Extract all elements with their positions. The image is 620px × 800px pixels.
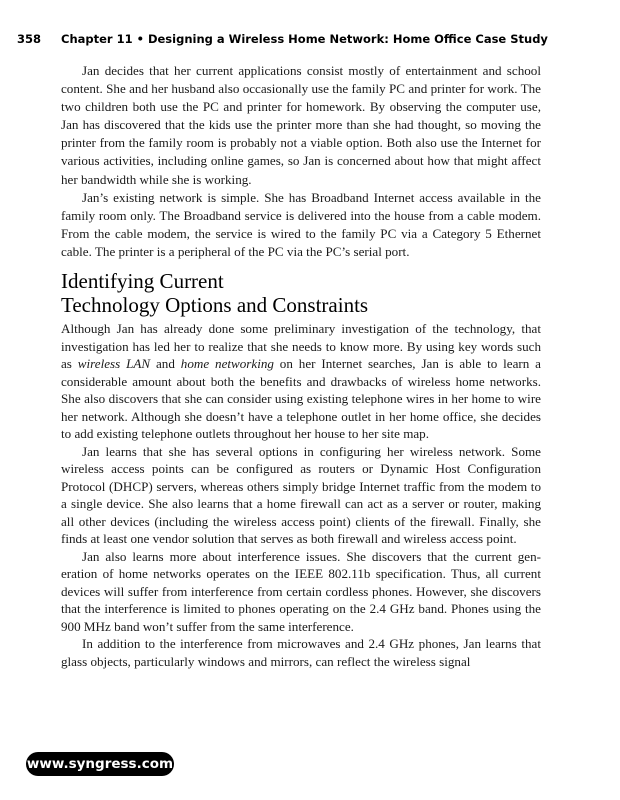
page-body: [61, 62, 541, 670]
paragraph-text: Although Jan has already done some preliminary investigation of the technology, that investigation has led her to realize that she needs to know more. By using key words such as: [61, 321, 541, 372]
body-paragraph: In addition to the interference from microwaves and 2.4 GHz phones, Jan learns that glass objects, particularly windows and mirrors, can reflect the wireless signal: [61, 636, 541, 669]
section-heading-line: Technology Options and Constraints: [61, 293, 369, 318]
website-url[interactable]: www.syngress.com: [26, 756, 174, 772]
body-paragraph: Jan learns that she has several options in configuring her wireless network. Some wireless access points can be configured as routers or Dynamic Host Configuration Protocol (DHCP) servers, whereas others simply bridge Internet traffic from the modem to a single device. She also learns that a home firewall can act as a server or router, making all other devices (including the wireless access point) clients of the firewall. Finally, she finds at least one vendor solution that serves as both firewall and wireless access point.: [61, 443, 541, 547]
running-header: [0, 32, 620, 50]
body-paragraph: Jan also learns more about interference issues. She discovers that the current generation of home networks operates on the IEEE 802.11b specification. Thus, all current devices will suffer from interference from certain cordless phones. However, she discovers that the interference is limited to phones operating on the 2.4 GHz band. Phones using the 900 MHz band won’t suffer from the same interference.: [61, 548, 541, 634]
body-paragraph: Jan’s existing network is simple. She has Broadband Internet access available in the family room only. The Broadband service is delivered into the house from a cable modem. From the cable modem, the service is wired to the family PC via a Category 5 Ethernet cable. The printer is a peripheral of the PC via the PC’s serial port.: [61, 189, 541, 259]
body-paragraph: Jan decides that her current applications consist mostly of entertainment and school content. She and her husband also occasionally use the family PC and printer for work. The two children both use the PC and printer for homework. By observing the computer use, Jan has discovered that the kids use the printer more than she had thought, so moving the printer from the family room is probably not a viable option. Both also use the Internet for various activities, including online games, so Jan is concerned about how that might affect her bandwidth while she is working.: [61, 63, 541, 187]
keyword-emphasis: home networking: [180, 356, 274, 372]
paragraph-text: and: [150, 356, 181, 372]
body-paragraph: [61, 320, 541, 443]
keyword-emphasis: wireless LAN: [77, 356, 151, 372]
website-link-badge[interactable]: [26, 752, 174, 776]
running-title: Chapter 11 • Designing a Wireless Home Network: Home Office Case Study: [61, 32, 548, 46]
section-heading: [61, 269, 541, 317]
paragraph-text: on her Internet searches, Jan is able to learn a considerable amount about both the benefits and drawbacks of wireless home networks. She also discovers that she can consider using existing telephone wires in her home to wire her network. Although she doesn’t have a telephone outlet in her home office, she decides to add existing telephone outlets throughout her house to her site map.: [61, 356, 541, 442]
section-heading-line: Identifying Current: [61, 269, 224, 294]
page-number: 358: [17, 32, 42, 46]
